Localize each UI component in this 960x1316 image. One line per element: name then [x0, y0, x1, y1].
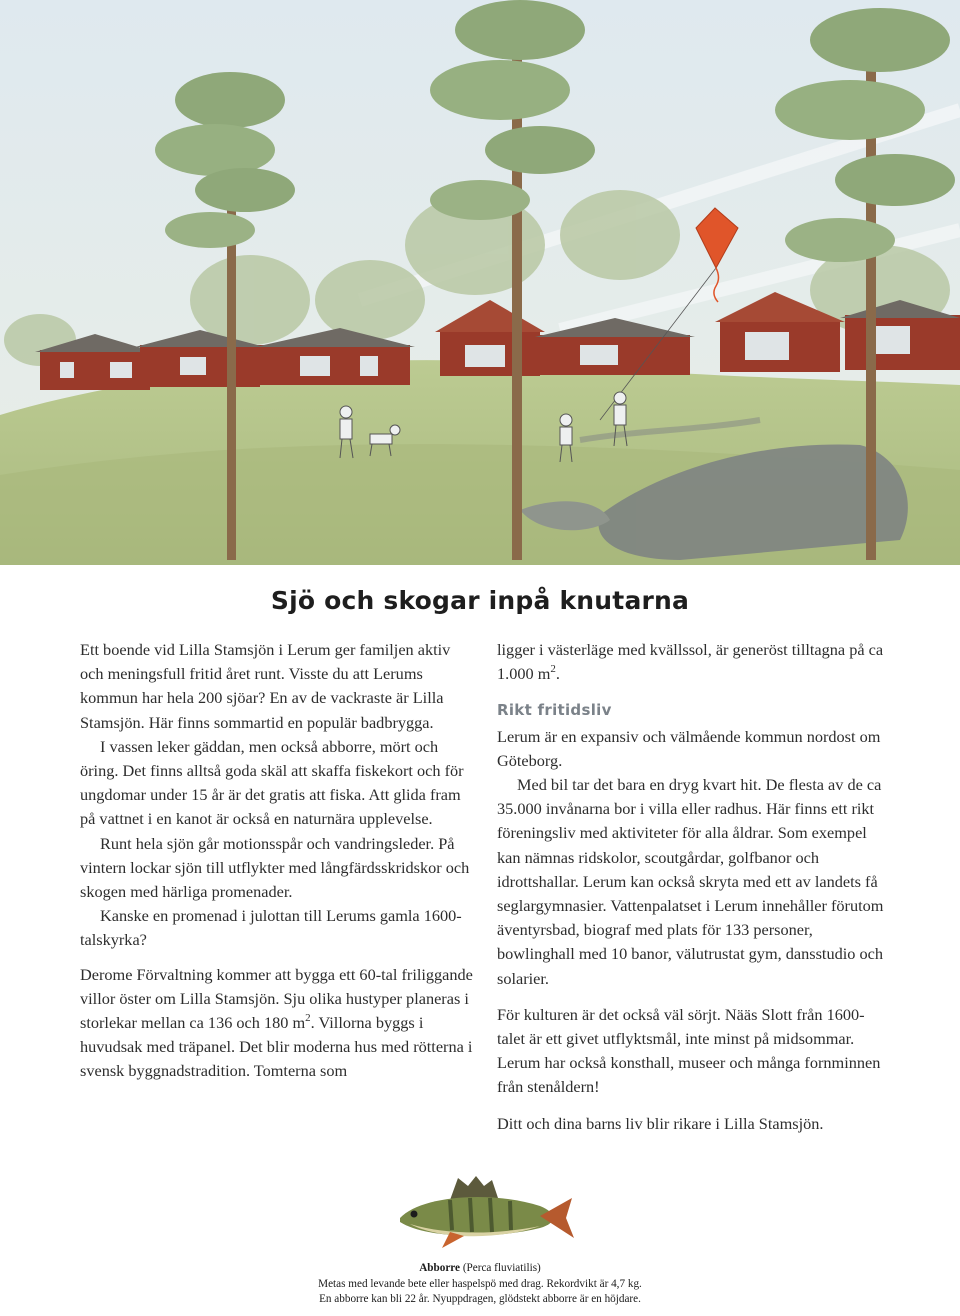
fish-name: Abborre	[419, 1262, 461, 1274]
paragraph-villas	[80, 963, 475, 1084]
text-segment: .	[555, 664, 560, 684]
article-title: Sjö och skogar inpå knutarna	[270, 586, 690, 615]
superscript: 2	[305, 1011, 311, 1024]
caption-line: Metas med levande bete eller haspelspö med drag. Rekordvikt är 4,7 kg.	[318, 1277, 642, 1290]
hero-illustration	[0, 0, 960, 565]
paragraph: Lerum är en expansiv och välmående kommun nordost om Göteborg.	[497, 726, 881, 770]
tail-fin	[540, 1198, 574, 1238]
subheading: Rikt fritidsliv	[497, 701, 612, 720]
paragraph: Ditt och dina barns liv blir rikare i Lilla Stamsjön.	[497, 1113, 824, 1133]
text-segment: . Villorna byggs i huvudsak med träpanel. Det blir moderna hus med rötterna i svensk byggnadstradition. Tomterna som	[80, 1013, 473, 1081]
paragraph-continuation	[497, 638, 887, 686]
fish-latin-name: (Perca fluviatilis)	[460, 1262, 541, 1274]
perch-drawing	[380, 1168, 580, 1258]
paragraph: I vassen leker gäddan, men också abborre, mört och öring. Det finns alltså goda skäl att skaffa fiskekort och för ungdomar under 15 år är det gratis att fiska. Att glida fram på vattnet i en kanot är också en naturnära upplevelse.	[80, 736, 464, 829]
paragraph: Kanske en promenad i julottan till Lerums gamla 1600-talskyrka?	[80, 906, 462, 950]
left-column	[80, 638, 475, 1084]
caption-title	[160, 1261, 800, 1277]
lake-housing-sketch	[0, 0, 960, 565]
body	[400, 1197, 553, 1236]
eye	[411, 1211, 418, 1218]
paragraph: Runt hela sjön går motionsspår och vandringsleder. På vintern lockar sjön till utflykter med långfärdsskridskor och skogen med härliga promenader.	[80, 833, 470, 902]
paragraph: För kulturen är det också väl sörjt. Nääs Slott från 1600-talet är ett givet utflyktsmål, inte minst på midsommar. Lerum har också konsthall, museer och många fornminnen från stenåldern!	[497, 1004, 881, 1097]
caption-line: En abborre kan bli 22 år. Nyuppdragen, glödstekt abborre är en höjdare.	[319, 1293, 641, 1306]
paragraph: Ett boende vid Lilla Stamsjön i Lerum ger familjen aktiv och meningsfull fritid året runt. Visste du att Lerums kommun har hela 200 sjöar? En av de vackraste är Lilla Stamsjön. Här finns sommartid en populär badbrygga.	[80, 640, 451, 732]
fish-caption	[160, 1261, 800, 1308]
right-column	[497, 638, 887, 1136]
superscript: 2	[550, 662, 556, 675]
paragraph: Med bil tar det bara en dryg kvart hit. De flesta av de ca 35.000 invånarna bor i villa eller radhus. Här finns ett rikt föreningsliv med aktiviteter för alla åldrar. Som exempel kan nämnas ridskolor, scoutgårdar, golfbanor och idrottshallar. Lerum kan också skryta med ett av landets få seglargymnasier. Vattenpalatset i Lerum innehåller förutom äventyrsbad, biograf med plats för 133 personer, bowlinghall med 10 banor, välutrustat gym, dansstudio och solarier.	[497, 775, 884, 988]
text-segment: ligger i västerläge med kvällssol, är generöst tilltagna på ca 1.000 m	[497, 640, 884, 684]
dorsal-fin	[450, 1176, 498, 1200]
text-segment: Derome Förvaltning kommer att bygga ett 60-tal friliggande villor öster om Lilla Stamsjön. Sju olika hustyper planeras i storlekar mellan ca 136 och 180 m	[80, 964, 473, 1033]
perch-illustration	[380, 1168, 580, 1258]
